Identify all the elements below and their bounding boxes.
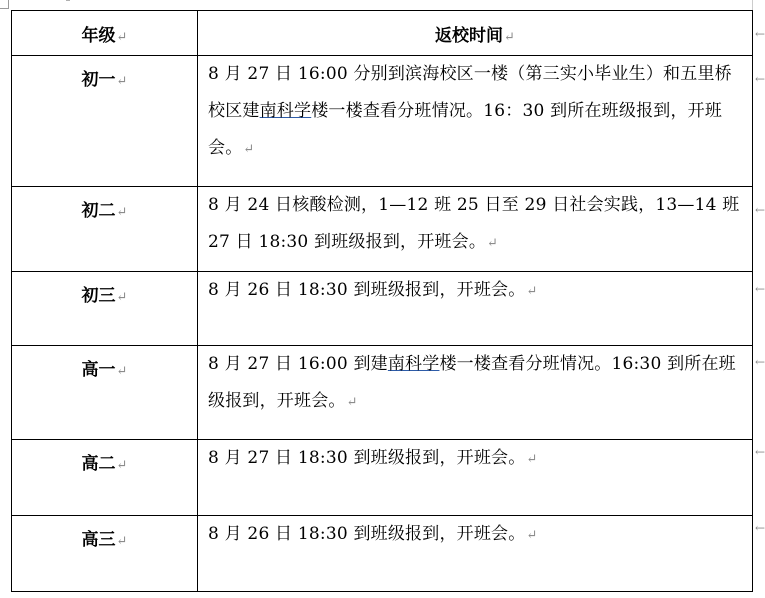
schedule-cell — [198, 440, 753, 516]
grade-text: 高二 — [81, 454, 116, 474]
schedule-cell — [198, 346, 753, 440]
grade-cell — [12, 440, 198, 516]
schedule-text: 楼一楼查看分班情况。16:30 到所在班级报到，开班会。 — [208, 354, 736, 411]
ruler-tick — [66, 0, 70, 3]
paragraph-mark-icon: ↵ — [526, 528, 538, 543]
schedule-text: 8 月 26 日 18:30 到班级报到，开班会。 — [208, 280, 526, 300]
paragraph-mark-icon: ↵ — [116, 290, 128, 305]
paragraph-mark-icon: ↵ — [487, 236, 499, 251]
paragraph-mark-icon: ↵ — [116, 364, 128, 379]
paragraph-mark-icon: ↵ — [116, 205, 128, 220]
grade-text: 高三 — [81, 530, 116, 550]
paragraph-mark-icon: ↵ — [116, 458, 128, 473]
paragraph-mark-icon: ↵ — [526, 452, 538, 467]
schedule-cell — [198, 187, 753, 272]
row-end-marker-icon: ← — [755, 282, 765, 296]
grade-cell — [12, 272, 198, 346]
paragraph-mark-icon: ↵ — [504, 29, 515, 45]
table-row — [12, 272, 753, 346]
row-end-marker-icon: ← — [755, 521, 765, 535]
grade-text: 初二 — [81, 201, 116, 221]
row-end-marker-icon: ← — [755, 355, 765, 369]
paragraph-mark-icon: ↵ — [116, 74, 128, 89]
table-row — [12, 56, 753, 187]
grade-text: 高一 — [81, 360, 116, 380]
paragraph-mark-icon: ↵ — [116, 29, 128, 45]
return-schedule-table — [11, 10, 753, 592]
paragraph-mark-icon: ↵ — [243, 142, 255, 157]
schedule-text: 8 月 26 日 18:30 到班级报到，开班会。 — [208, 524, 526, 544]
header-grade-text: 年级 — [81, 25, 116, 46]
schedule-cell — [198, 56, 753, 187]
margin-line — [752, 0, 753, 10]
grade-cell — [12, 56, 198, 187]
grade-cell — [12, 346, 198, 440]
grade-text: 初一 — [81, 70, 116, 90]
table-row — [12, 346, 753, 440]
header-time-text: 返校时间 — [435, 25, 504, 46]
table-header-row — [12, 11, 753, 56]
schedule-text-underlined: 南科学 — [259, 101, 312, 121]
schedule-text-underlined: 南科学 — [387, 354, 440, 374]
schedule-text: 8 月 27 日 16:00 到建 — [208, 354, 388, 374]
schedule-text: 楼一楼查看分班情况。16：30 到所在班级报到，开班会。 — [208, 101, 723, 158]
grade-text: 初三 — [81, 286, 116, 306]
schedule-text: 8 月 27 日 16:00 分别到滨海校区一楼（第三实小毕业生）和五里桥校区建 — [208, 64, 732, 121]
paragraph-mark-icon: ↵ — [526, 284, 538, 299]
table-row — [12, 440, 753, 516]
row-end-marker-icon: ← — [755, 72, 765, 86]
schedule-text: 8 月 24 日核酸检测，1—12 班 25 日至 29 日社会实践，13—14 班 27 日 18:30 到班级报到，开班会。 — [208, 195, 740, 252]
paragraph-mark-icon: ↵ — [346, 395, 358, 410]
paragraph-mark-icon: ↵ — [116, 534, 128, 549]
grade-cell — [12, 187, 198, 272]
table-row — [12, 516, 753, 592]
grade-cell — [12, 516, 198, 592]
header-cell-grade — [12, 11, 198, 56]
schedule-cell — [198, 272, 753, 346]
table-row — [12, 187, 753, 272]
page-corner-mark — [0, 0, 9, 9]
schedule-text: 8 月 27 日 18:30 到班级报到，开班会。 — [208, 448, 526, 468]
schedule-cell — [198, 516, 753, 592]
row-end-marker-icon: ← — [755, 445, 765, 459]
row-end-marker-icon: ← — [755, 27, 765, 41]
row-end-marker-icon: ← — [755, 203, 765, 217]
header-cell-time — [198, 11, 753, 56]
